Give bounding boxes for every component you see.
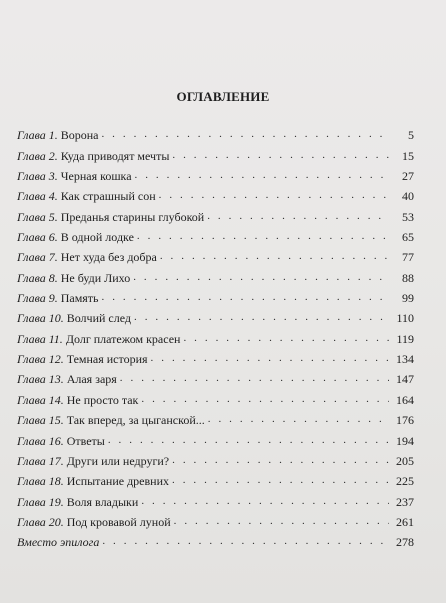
- page-number: 134: [396, 352, 414, 367]
- dot-leader: [172, 453, 389, 467]
- toc-entry: [17, 448, 414, 468]
- chapter-prefix: Глава 12.: [17, 352, 64, 367]
- page-number: 205: [396, 453, 414, 468]
- dot-leader: [137, 229, 389, 243]
- page-number: 110: [396, 311, 414, 326]
- chapter-title: Не просто так: [66, 392, 139, 407]
- entry-label: [17, 352, 151, 366]
- toc-entry-epilogue: [17, 529, 414, 549]
- page-number: 15: [402, 148, 414, 163]
- entry-label: [17, 434, 108, 448]
- toc-entry: [17, 285, 414, 305]
- chapter-prefix: Глава 16.: [17, 433, 64, 448]
- entry-label: [17, 495, 141, 509]
- chapter-prefix: Глава 6.: [17, 230, 58, 245]
- entry-label: [17, 474, 172, 488]
- chapter-prefix: Глава 13.: [17, 372, 64, 387]
- chapter-title: Под кровавой луной: [66, 514, 171, 529]
- chapter-prefix: Глава 5.: [17, 209, 58, 224]
- chapter-prefix: Глава 3.: [17, 169, 58, 184]
- dot-leader: [134, 310, 389, 324]
- chapter-title: Так вперед, за цыганской...: [66, 413, 205, 428]
- toc-entry: [17, 122, 414, 142]
- dot-leader: [102, 534, 389, 548]
- entry-label: [17, 291, 102, 305]
- chapter-title: В одной лодке: [60, 230, 134, 245]
- page-title: ОГЛАВЛЕНИЕ: [176, 89, 270, 104]
- page-number: 88: [402, 270, 414, 285]
- chapter-prefix: Глава 7.: [17, 250, 58, 265]
- page-number: 119: [396, 331, 414, 346]
- entry-label: [17, 250, 160, 264]
- chapter-prefix: Глава 1.: [17, 128, 58, 143]
- entry-label: [17, 413, 208, 427]
- dot-leader: [151, 351, 389, 365]
- entry-label: [17, 128, 101, 142]
- toc-entry: [17, 509, 414, 529]
- chapter-title: Други или недруги?: [66, 453, 170, 468]
- toc-entry: [17, 386, 414, 406]
- entry-label: [17, 271, 133, 285]
- dot-leader: [208, 412, 389, 426]
- chapter-title: Долг платежом красен: [65, 331, 181, 346]
- page-number: 176: [396, 413, 414, 428]
- chapter-prefix: Глава 10.: [17, 311, 64, 326]
- dot-leader: [133, 270, 389, 284]
- chapter-prefix: Глава 9.: [17, 291, 58, 306]
- page-number: 278: [396, 535, 414, 550]
- chapter-prefix: Глава 15.: [17, 413, 64, 428]
- chapter-title: Преданья старины глубокой: [60, 209, 205, 224]
- page-number: 77: [402, 250, 414, 265]
- toc-entry: [17, 142, 414, 162]
- page-number: 261: [396, 514, 414, 529]
- dot-leader: [160, 249, 389, 263]
- entry-label: [17, 515, 174, 529]
- page-number: 40: [402, 189, 414, 204]
- entry-label: [17, 372, 120, 386]
- table-of-contents: [17, 122, 414, 549]
- dot-leader: [108, 433, 389, 447]
- toc-entry: [17, 163, 414, 183]
- chapter-prefix: Глава 20.: [17, 514, 64, 529]
- page-number: 99: [402, 291, 414, 306]
- entry-label: [17, 149, 172, 163]
- entry-label: [17, 189, 159, 203]
- toc-entry: [17, 407, 414, 427]
- toc-entry: [17, 264, 414, 284]
- page-number: 65: [402, 230, 414, 245]
- dot-leader: [174, 514, 389, 528]
- chapter-title: Алая заря: [66, 372, 117, 387]
- chapter-title: Куда приводят мечты: [60, 148, 170, 163]
- toc-entry: [17, 183, 414, 203]
- dot-leader: [102, 290, 389, 304]
- chapter-title: Как страшный сон: [60, 189, 156, 204]
- page-number: 147: [396, 372, 414, 387]
- dot-leader: [172, 148, 389, 162]
- page-number: 5: [408, 128, 414, 143]
- dot-leader: [135, 168, 389, 182]
- dot-leader: [141, 494, 389, 508]
- toc-entry: [17, 488, 414, 508]
- chapter-prefix: Глава 19.: [17, 494, 64, 509]
- toc-entry: [17, 224, 414, 244]
- toc-entry: [17, 366, 414, 386]
- page-number: 164: [396, 392, 414, 407]
- epilogue-label: Вместо эпилога: [17, 535, 100, 550]
- toc-entry: [17, 346, 414, 366]
- toc-entry: [17, 203, 414, 223]
- chapter-prefix: Глава 4.: [17, 189, 58, 204]
- chapter-prefix: Глава 14.: [17, 392, 64, 407]
- chapter-title: Ворона: [60, 128, 99, 143]
- entry-label: [17, 210, 207, 224]
- entry-label: [17, 230, 137, 244]
- toc-entry: [17, 244, 414, 264]
- chapter-prefix: Глава 2.: [17, 148, 58, 163]
- entry-label: [17, 332, 183, 346]
- chapter-prefix: Глава 17.: [17, 453, 64, 468]
- page-number: 27: [402, 169, 414, 184]
- toc-entry: [17, 427, 414, 447]
- chapter-title: Испытание древних: [66, 474, 170, 489]
- chapter-prefix: Глава 8.: [17, 270, 58, 285]
- chapter-title: Нет худа без добра: [60, 250, 157, 265]
- dot-leader: [207, 209, 389, 223]
- chapter-prefix: Глава 11.: [17, 331, 63, 346]
- dot-leader: [120, 371, 389, 385]
- toc-entry: [17, 325, 414, 345]
- page-number: 194: [396, 433, 414, 448]
- dot-leader: [172, 473, 389, 487]
- chapter-title: Ответы: [66, 433, 105, 448]
- toc-entry: [17, 468, 414, 488]
- chapter-title: Волчий след: [66, 311, 132, 326]
- dot-leader: [101, 127, 389, 141]
- chapter-title: Воля владыки: [66, 494, 139, 509]
- chapter-prefix: Глава 18.: [17, 474, 64, 489]
- entry-label: [17, 311, 134, 325]
- entry-label: [17, 393, 141, 407]
- entry-label: [17, 535, 102, 549]
- chapter-title: Не буди Лихо: [60, 270, 131, 285]
- chapter-title: Память: [60, 291, 99, 306]
- dot-leader: [183, 331, 389, 345]
- chapter-title: Темная история: [66, 352, 148, 367]
- entry-label: [17, 454, 172, 468]
- page-number: 237: [396, 494, 414, 509]
- dot-leader: [141, 392, 389, 406]
- toc-entry: [17, 305, 414, 325]
- entry-label: [17, 169, 135, 183]
- dot-leader: [159, 188, 389, 202]
- chapter-title: Черная кошка: [60, 169, 132, 184]
- page-number: 53: [402, 209, 414, 224]
- page-number: 225: [396, 474, 414, 489]
